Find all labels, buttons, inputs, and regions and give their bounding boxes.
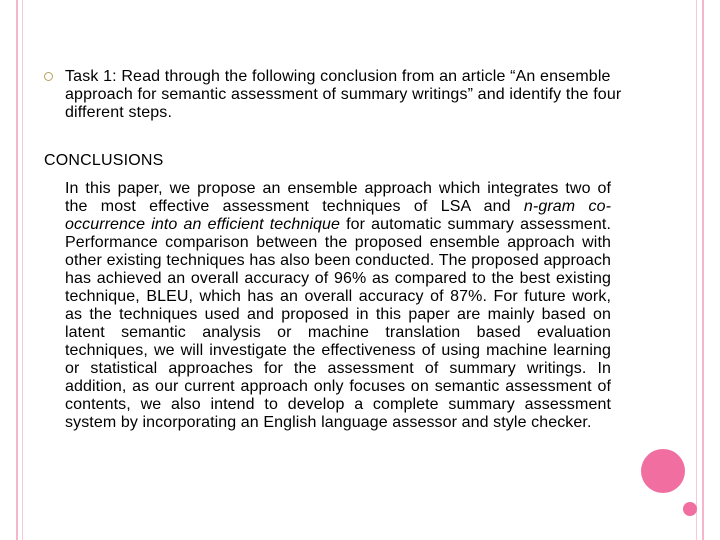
right-border-line-inner [696,0,697,540]
decorative-circle-small [683,502,697,516]
conclusions-heading: CONCLUSIONS [44,152,164,169]
paragraph-text-italic: n-gram co-occurrence into an efficient technique [65,198,611,233]
paragraph-text-2: for automatic summary assessment. Performance comparison between the proposed ensemble approach with other existing techniques has also been conducted. The proposed approach has achieved an overall accuracy of 96% as compared to the best existing technique, BLEU, which has an overall accuracy of 87%. For future work, as the techniques used and proposed in this paper are mainly based on latent semantic analysis or machine translation based evaluation techniques, we will investigate the effectiveness of using machine learning or statistical approaches for the assessment of summary writings. In addition, as our current approach only focuses on semantic assessment of contents, we also intend to develop a complete summary assessment system by incorporating an English language assessor and style checker. [65,216,611,431]
left-border-line [16,0,18,540]
decorative-circle-large [641,449,685,493]
task-instruction: Task 1: Read through the following conclusion from an article “An ensemble approach for semantic assessment of summary writings” and identify the four different steps. [65,68,622,121]
paragraph-text-1: In this paper, we propose an ensemble approach which integrates two of the most effective assessment techniques of LSA and [65,180,611,215]
conclusions-paragraph [65,180,611,432]
right-border-line [702,0,704,540]
left-border-line-inner [22,0,23,540]
circle-bullet-icon [44,72,53,81]
